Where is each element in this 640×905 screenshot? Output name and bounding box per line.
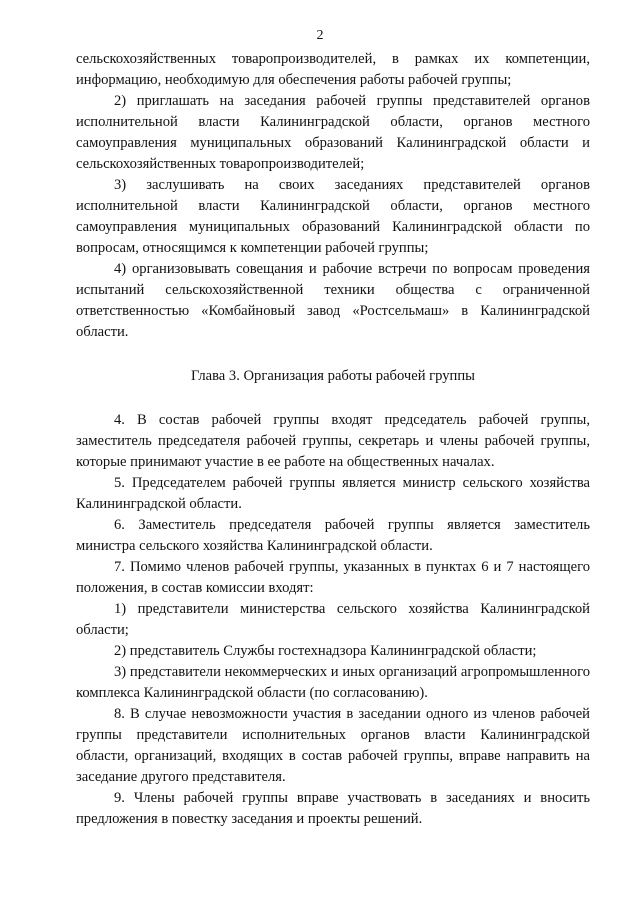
paragraph-item-4: 4) организовывать совещания и рабочие встречи по вопросам проведения испытаний сельскохозяйственной техники общества с ограниченной ответственностью «Комбайновый завод «Ростсельмаш» в Калининградской области. [76,261,590,340]
clause-8: 8. В случае невозможности участия в заседании одного из членов рабочей группы представители исполнительных органов власти Калининградской области, организаций, входящих в состав рабочей группы, вправе направить на заседание другого представителя. [76,706,590,785]
clause-5: 5. Председателем рабочей группы является министр сельского хозяйства Калининградской области. [76,475,590,512]
clause-9: 9. Члены рабочей группы вправе участвовать в заседаниях и вносить предложения в повестку заседания и проекты решений. [76,790,590,827]
clause-7-item-1: 1) представители министерства сельского хозяйства Калининградской области; [76,601,590,638]
clause-4: 4. В состав рабочей группы входят председатель рабочей группы, заместитель председателя рабочей группы, секретарь и члены рабочей группы, которые принимают участие в ее работе на общественных началах. [76,412,590,470]
page-number: 2 [316,28,324,43]
paragraph-item-3: 3) заслушивать на своих заседаниях представителей органов исполнительной власти Калининградской области, органов местного самоуправления муниципальных образований Калининградской области по вопросам, относящимся к компетенции рабочей группы; [76,177,590,256]
document-body [76,49,590,830]
paragraph-item-2: 2) приглашать на заседания рабочей группы представителей органов исполнительной власти Калининградской области, органов местного самоуправления муниципальных образований Калининградской области и сельскохозяйственных товаропроизводителей; [76,93,590,172]
clause-7-item-2: 2) представитель Службы гостехнадзора Калининградской области; [114,643,537,659]
chapter-heading: Глава 3. Организация работы рабочей группы [190,368,475,384]
clause-7: 7. Помимо членов рабочей группы, указанных в пунктах 6 и 7 настоящего положения, в состав комиссии входят: [76,559,590,596]
clause-6: 6. Заместитель председателя рабочей группы является заместитель министра сельского хозяйства Калининградской области. [76,517,590,554]
paragraph-continuation: сельскохозяйственных товаропроизводителей, в рамках их компетенции, информацию, необходимую для обеспечения работы рабочей группы; [76,51,590,88]
clause-7-item-3: 3) представители некоммерческих и иных организаций агропромышленного комплекса Калининградской области (по согласованию). [76,664,590,701]
